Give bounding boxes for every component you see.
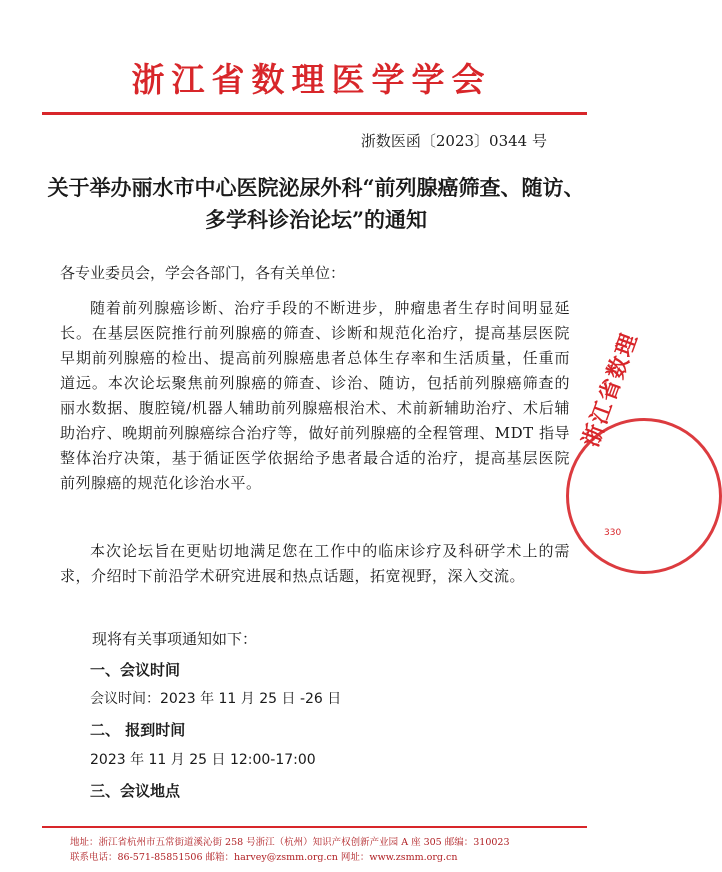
section-heading-registration-time: 二、 报到时间 (90, 721, 186, 739)
seal-text: 浙江省数理 (577, 328, 644, 451)
footer-contact: 联系电话：86-571-85851506 邮箱：harvey@zsmm.org.cn 网址：www.zsmm.org.cn (70, 852, 458, 863)
paragraph-intro: 随着前列腺癌诊断、治疗手段的不断进步，肿瘤患者生存时间明显延长。在基层医院推行前列腺癌的筛查、诊断和规范化治疗，提高基层医院早期前列腺癌的检出、提高前列腺癌患者总体生存率和生活质量，任重而道远。本次论坛聚焦前列腺癌的筛查、诊治、随访，包括前列腺癌筛查的丽水数据、腹腔镜/机器人辅助前列腺癌根治术、术前新辅助治疗、术后辅助治疗、晚期前列腺癌综合治疗等，做好前列腺癌的全程管理、MDT 指导整体治疗决策，基于循证医学依据给予患者最合适的治疗，提高基层医院前列腺癌的规范化诊治水平。 (60, 299, 570, 492)
notice-title: 关于举办丽水市中心医院泌尿外科“前列腺癌筛查、随访、多学科诊治论坛”的通知 (47, 175, 585, 232)
section-heading-meeting-time: 一、会议时间 (90, 661, 181, 679)
document-number: 浙数医函〔2023〕0344 号 (360, 132, 547, 150)
footer-address: 地址：浙江省杭州市五常街道溪沁街 258 号浙江（杭州）知识产权创新产业园 A 座 305 邮编：310023 (70, 837, 510, 848)
letterhead-divider (42, 112, 587, 115)
section-value-registration-time: 2023 年 11 月 25 日 12:00-17:00 (90, 752, 316, 768)
salutation: 各专业委员会，学会各部门，各有关单位： (60, 264, 346, 282)
notice-intro: 现将有关事项通知如下： (92, 630, 258, 648)
section-heading-meeting-location: 三、会议地点 (90, 782, 181, 800)
section-value-meeting-time: 会议时间：2023 年 11 月 25 日 -26 日 (90, 691, 342, 707)
footer-divider (42, 826, 587, 828)
paragraph-purpose: 本次论坛旨在更贴切地满足您在工作中的临床诊疗及科研学术上的需求，介绍时下前沿学术研究进展和热点话题，拓宽视野，深入交流。 (60, 542, 570, 585)
seal-number: 330 (604, 528, 622, 538)
org-letterhead-title: 浙江省数理医学学会 (131, 60, 492, 99)
